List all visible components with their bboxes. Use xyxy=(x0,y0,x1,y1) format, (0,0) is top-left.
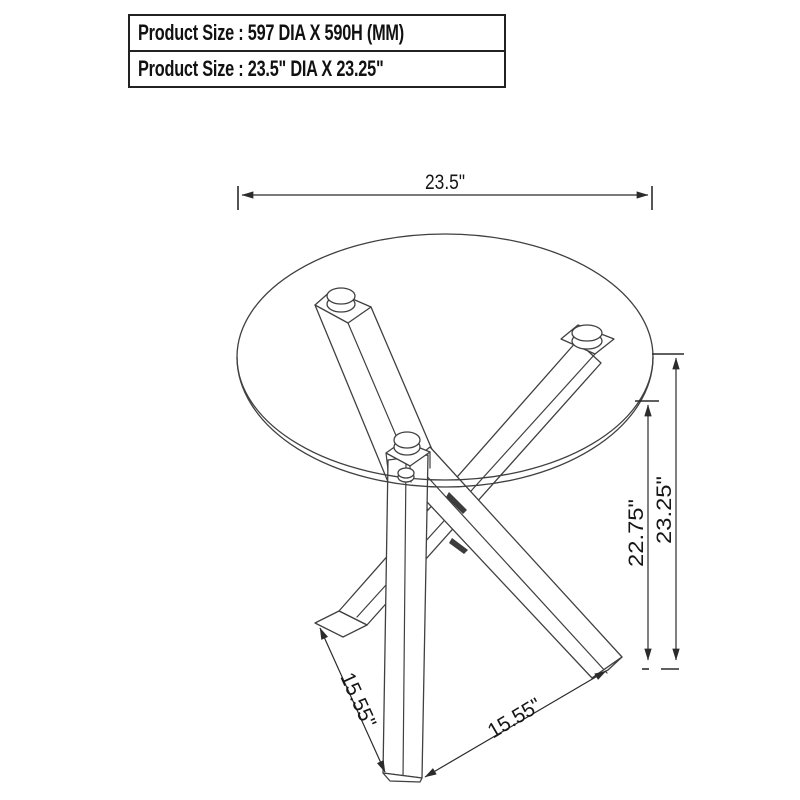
product-size-inches-label: Product Size : 23.5" DIA X 23.25" xyxy=(138,56,384,81)
product-size-row-inches xyxy=(130,50,504,86)
dim-label-left-leg: 15.55" xyxy=(335,669,382,734)
leg-center-to-front-foot xyxy=(383,455,428,782)
product-size-mm-label: Product Size : 597 DIA X 590H (MM) xyxy=(138,20,404,45)
dim-label-underside-height: 22.75" xyxy=(625,506,648,567)
product-size-row-mm xyxy=(130,16,504,50)
dim-label-overall-height: 23.25" xyxy=(653,483,676,544)
dim-label-right-leg: 15.55" xyxy=(483,692,548,744)
dim-label-top-diameter: 23.5" xyxy=(425,171,465,194)
product-size-box xyxy=(128,14,506,88)
fastener-bolt xyxy=(398,468,414,482)
dim-left-leg-spread xyxy=(320,628,385,772)
dim-top-diameter xyxy=(238,171,652,210)
dim-right-leg-spread xyxy=(425,671,606,777)
leg-front-to-right-foot xyxy=(399,447,622,678)
